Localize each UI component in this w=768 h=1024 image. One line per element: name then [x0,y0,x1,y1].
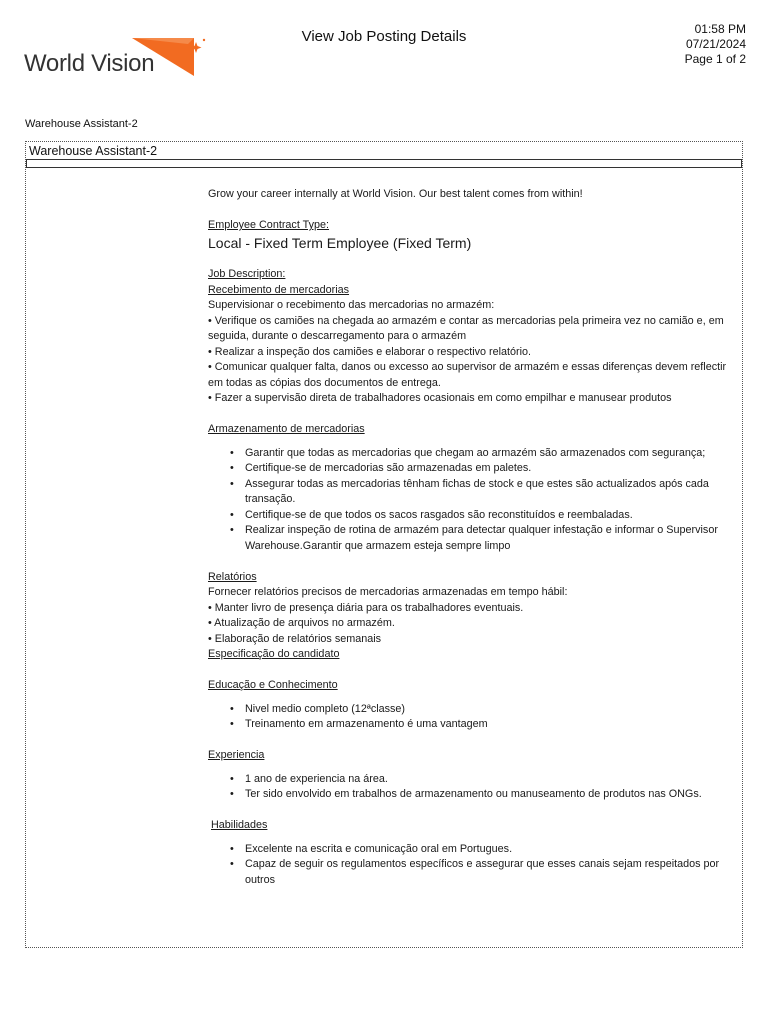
job-description-label: Job Description: [208,268,286,280]
list-item: • Garantir que todas as mercadorias que chegam ao armazém são armazenados com segurança; [208,446,728,462]
skills-list [208,842,728,889]
receiving-line: • Realizar a inspeção dos camiões e elaborar o respectivo relatório. [208,345,532,358]
print-date: 07/21/2024 [685,37,746,51]
experience-heading: Experiencia [208,749,265,761]
job-content [208,187,728,888]
receiving-heading: Recebimento de mercadorias [208,283,350,296]
storage-list [208,446,728,555]
print-meta [685,22,746,67]
reports-line: Fornecer relatórios precisos de mercadorias armazenadas em tempo hábil: [208,586,568,598]
receiving-line: Supervisionar o recebimento das mercadorias no armazém: [208,299,495,311]
job-posting-frame [25,141,743,948]
frame-title: Warehouse Assistant-2 [29,144,158,158]
list-item: • Treinamento em armazenamento é uma vantagem [208,717,728,733]
reports-heading: Relatórios [208,570,257,583]
contract-type-label: Employee Contract Type: [208,219,330,231]
list-item: • Certifique-se de que todos os sacos rasgados são reconstituídos e reembaladas. [208,508,728,524]
reports-line: • Elaboração de relatórios semanais [208,632,382,645]
receiving-line: • Fazer a supervisão direta de trabalhadores ocasionais em como empilhar e manusear produtos [208,392,672,404]
list-item: • Capaz de seguir os regulamentos específicos e assegurar que esses canais sejam respeitados por outros [208,857,728,888]
list-item: • Ter sido envolvido em trabalhos de armazenamento ou manuseamento de produtos nas ONGs. [208,787,728,803]
logo-text: World Vision [24,50,155,77]
document-label: Warehouse Assistant-2 [25,118,138,130]
title-bar [26,159,742,168]
list-item: • Excelente na escrita e comunicação oral em Portugues. [208,842,728,858]
candidate-spec-heading: Especificação do candidato [208,648,340,660]
receiving-line: • Comunicar qualquer falta, danos ou excesso ao supervisor de armazém e essas diferenças devem reflectir em todas as cópias dos documentos de entrega. [208,361,727,389]
print-time: 01:58 PM [694,22,746,36]
page-title: View Job Posting Details [301,28,467,45]
reports-line: • Manter livro de presença diária para os trabalhadores eventuais. [208,601,524,614]
page-number: Page 1 of 2 [684,52,746,66]
list-item: • Assegurar todas as mercadorias tênham fichas de stock e que estes são actualizados após cada transação. [208,477,728,508]
list-item: • Realizar inspeção de rotina de armazém para detectar qualquer infestação e informar o Supervisor Warehouse.Garantir que armazem esteja sempre limpo [208,523,728,554]
experience-list [208,772,728,803]
storage-heading: Armazenamento de mercadorias [208,423,365,435]
intro-text: Grow your career internally at World Vision. Our best talent comes from within! [208,188,583,200]
receiving-line: • Verifique os camiões na chegada ao armazém e contar as mercadorias pela primeira vez no camião e, em seguida, durante o descarregamento para o armazém [208,314,724,342]
skills-heading: Habilidades [211,819,268,831]
education-heading: Educação e Conhecimento [208,679,338,691]
list-item: • 1 ano de experiencia na área. [208,772,728,788]
list-item: • Certifique-se de mercadorias são armazenadas em paletes. [208,461,728,477]
contract-type-value: Local - Fixed Term Employee (Fixed Term) [208,234,472,251]
reports-line: • Atualização de arquivos no armazém. [208,617,395,629]
education-list [208,702,728,733]
list-item: • Nivel medio completo (12ªclasse) [208,702,728,718]
